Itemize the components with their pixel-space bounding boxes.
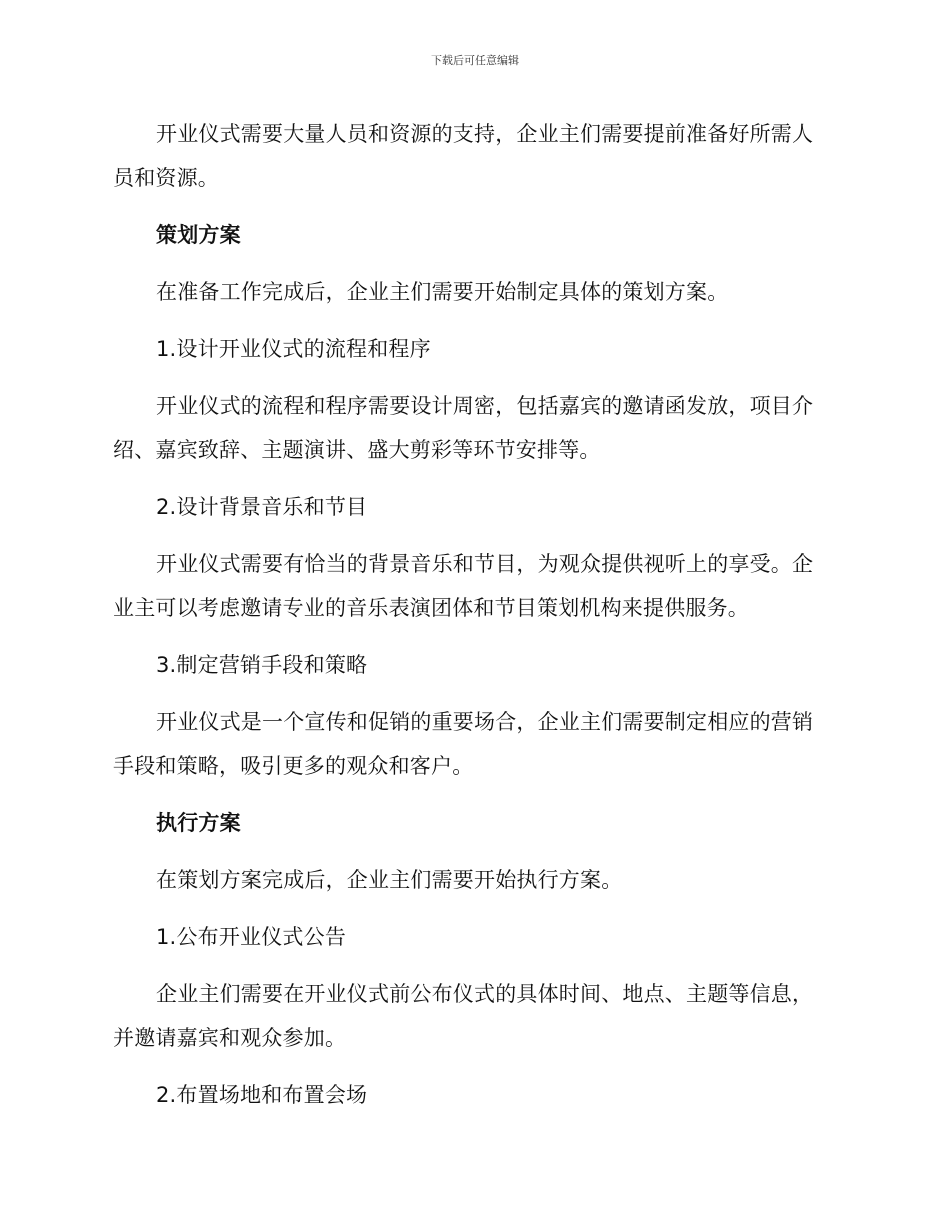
paragraph-resources: 开业仪式需要大量人员和资源的支持，企业主们需要提前准备好所需人员和资源。 xyxy=(113,122,814,190)
subheading-design-process: 1.设计开业仪式的流程和程序 xyxy=(156,337,431,361)
paragraph-execution-intro: 在策划方案完成后，企业主们需要开始执行方案。 xyxy=(156,868,623,892)
paragraph-marketing: 开业仪式是一个宣传和促销的重要场合，企业主们需要制定相应的营销手段和策略，吸引更多的观众和客户。 xyxy=(113,710,814,778)
section-heading-planning: 策划方案 xyxy=(156,223,241,247)
page-header: 下载后可任意编辑 xyxy=(431,54,519,67)
paragraph-music-program: 开业仪式需要有恰当的背景音乐和节目，为观众提供视听上的享受。企业主可以考虑邀请专业的音乐表演团体和节目策划机构来提供服务。 xyxy=(113,552,814,620)
document-body xyxy=(113,112,833,1117)
subheading-music-program: 2.设计背景音乐和节目 xyxy=(156,495,368,519)
paragraph-design-process: 开业仪式的流程和程序需要设计周密，包括嘉宾的邀请函发放，项目介绍、嘉宾致辞、主题演讲、盛大剪彩等环节安排等。 xyxy=(113,394,814,462)
paragraph-planning-intro: 在准备工作完成后，企业主们需要开始制定具体的策划方案。 xyxy=(156,280,729,304)
subheading-venue-setup: 2.布置场地和布置会场 xyxy=(156,1083,368,1107)
subheading-announcement: 1.公布开业仪式公告 xyxy=(156,925,347,949)
subheading-marketing: 3.制定营销手段和策略 xyxy=(156,653,368,677)
section-heading-execution: 执行方案 xyxy=(156,811,241,835)
paragraph-announcement: 企业主们需要在开业仪式前公布仪式的具体时间、地点、主题等信息，并邀请嘉宾和观众参加。 xyxy=(113,982,814,1050)
